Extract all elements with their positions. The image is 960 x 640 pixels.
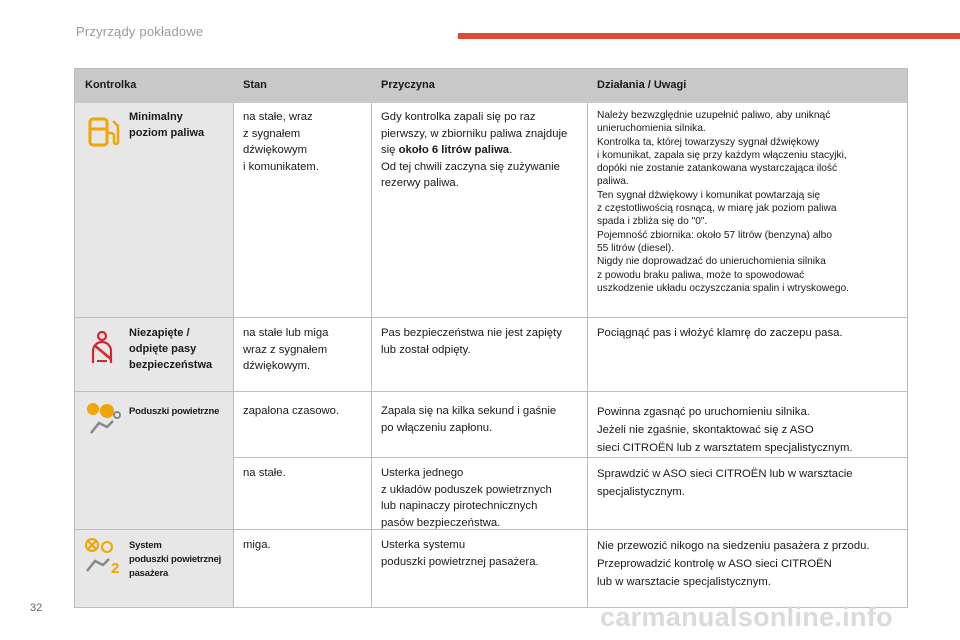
column-divider bbox=[371, 103, 372, 607]
cause-text-part: Gdy kontrolka zapali się po raz pierwszy, w zbiorniku paliwa znajduje się bbox=[381, 111, 568, 156]
column-divider bbox=[587, 103, 588, 607]
status-text: miga. bbox=[243, 539, 271, 551]
column-header-dzialania: Działania / Uwagi bbox=[597, 79, 687, 91]
svg-text:2: 2 bbox=[111, 560, 120, 577]
status-text: zapalona czasowo. bbox=[243, 405, 340, 417]
row-divider bbox=[75, 391, 907, 392]
watermark: carmanualsonline.info bbox=[600, 602, 893, 632]
cause-text-bold: około 6 litrów paliwa bbox=[398, 144, 510, 156]
action-text: Nie przewozić nikogo na siedzeniu pasażera z przodu. Przeprowadzić kontrolę w ASO sieci CITROËN lub w warsztacie specjalistycznym. bbox=[597, 540, 870, 588]
status-text: na stałe. bbox=[243, 467, 286, 479]
indicator-name: System poduszki powietrznej pasażera bbox=[129, 540, 222, 579]
warning-lights-table bbox=[74, 68, 908, 608]
table-header-row bbox=[75, 69, 907, 103]
action-text: Sprawdzić w ASO sieci CITROËN lub w warsztacie specjalistycznym. bbox=[597, 468, 853, 498]
row-divider bbox=[75, 317, 907, 318]
indicator-name: Minimalny poziom paliwa bbox=[129, 111, 205, 139]
column-header-stan: Stan bbox=[243, 79, 267, 91]
indicator-name: Niezapięte / odpięte pasy bezpieczeństwa bbox=[129, 327, 213, 371]
row-divider bbox=[233, 457, 907, 458]
status-text: na stałe lub miga wraz z sygnałem dźwiękowym. bbox=[243, 327, 329, 372]
passenger-airbag-off-icon bbox=[83, 537, 127, 577]
fuel-pump-icon bbox=[83, 111, 123, 151]
seatbelt-icon bbox=[87, 331, 117, 365]
cause-text: Usterka systemu poduszki powietrznej pasażera. bbox=[381, 539, 539, 568]
cause-text-part: . Od tej chwili zaczyna się zużywanie rezerwy paliwa. bbox=[381, 144, 560, 189]
airbag-icon bbox=[85, 401, 125, 437]
column-header-przyczyna: Przyczyna bbox=[381, 79, 435, 91]
cause-text bbox=[381, 109, 581, 192]
page-number: 32 bbox=[30, 602, 43, 614]
column-divider bbox=[233, 103, 234, 607]
status-text: na stałe, wraz z sygnałem dźwiękowym i komunikatem. bbox=[243, 111, 319, 173]
action-text: Powinna zgasnąć po uruchomieniu silnika. Jeżeli nie zgaśnie, skontaktować się z ASO sieci CITROËN lub z warsztatem specjalistycznym. bbox=[597, 406, 853, 454]
indicator-name: Poduszki powietrzne bbox=[129, 406, 220, 417]
column-header-kontrolka: Kontrolka bbox=[85, 79, 137, 91]
cause-text: Pas bezpieczeństwa nie jest zapięty lub został odpięty. bbox=[381, 327, 562, 356]
cause-text: Zapala się na kilka sekund i gaśnie po włączeniu zapłonu. bbox=[381, 405, 557, 434]
header-accent-bar bbox=[458, 33, 960, 39]
page-header-title: Przyrządy pokładowe bbox=[76, 24, 204, 39]
action-text: Należy bezwzględnie uzupełnić paliwo, aby uniknąć unieruchomienia silnika. Kontrolka ta, której towarzyszy sygnał dźwiękowy i komunikat, zapala się przy każdym włączeniu stacyjki, dopóki nie zostanie zatankowana wystarczająca ilość paliwa. Ten sygnał dźwiękowy i komunikat powtarzają się z częstotliwością rosnącą, w miarę jak poziom paliwa spada i zbliża się do "0". Pojemność zbiornika: około 57 litrów (benzyna) albo 55 litrów (diesel). Nigdy nie doprowadzać do unieruchomienia silnika z powodu braku paliwa, może to spowodować uszkodzenie układu oczyszczania spalin i wtryskowego. bbox=[597, 110, 849, 294]
cause-text: Usterka jednego z układów poduszek powietrznych lub napinaczy pirotechnicznych pasów bezpieczeństwa. bbox=[381, 467, 552, 529]
action-text: Pociągnąć pas i włożyć klamrę do zaczepu pasa. bbox=[597, 327, 843, 339]
